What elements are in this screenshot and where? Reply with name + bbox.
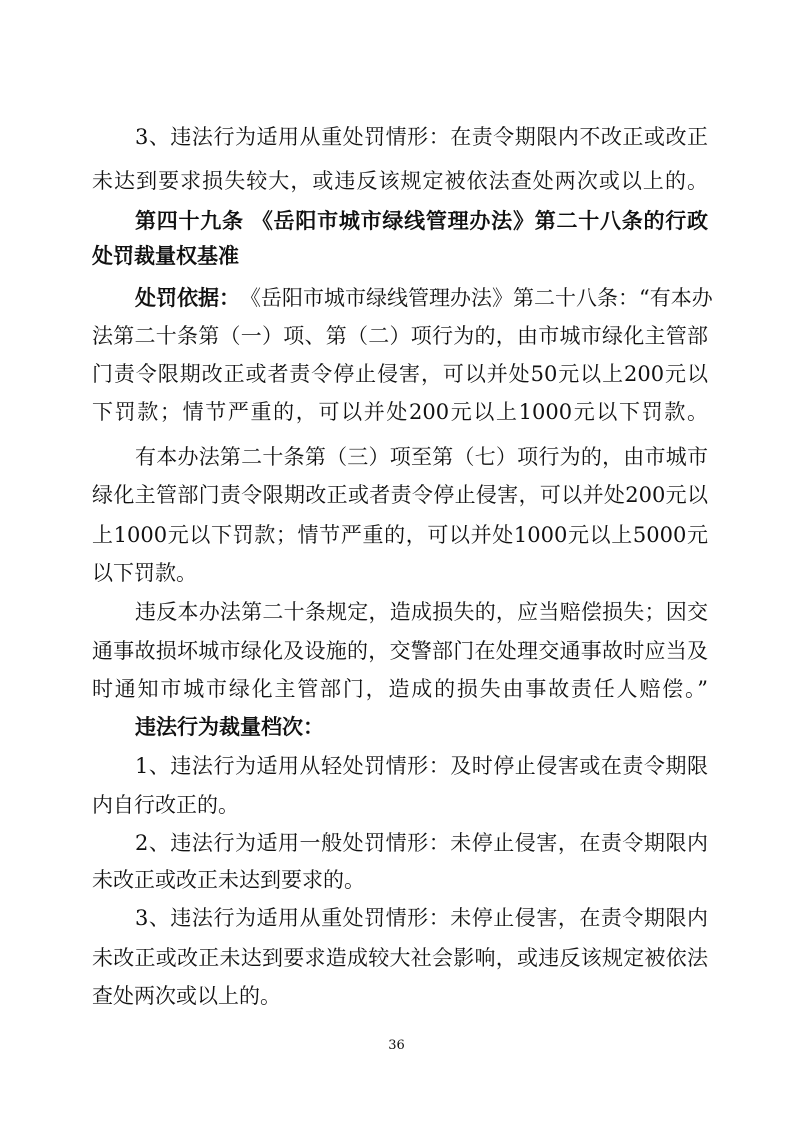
section-heading: 违法行为裁量档次： [135,714,324,739]
penalty-basis-label: 处罚依据： [135,285,240,310]
body-line: 以下罚款。 [92,561,197,585]
body-line: 内自行改正的。 [92,793,239,817]
body-line: 时通知市城市绿化主管部门，造成的损失由事故责任人赔偿。” [92,677,708,701]
body-line: 查处两次或以上的。 [92,984,281,1008]
body-line: 下罚款；情节严重的，可以并处200元以上1000元以下罚款。 [92,400,708,424]
body-line: 未改正或改正未达到要求造成较大社会影响，或违反该规定被依法 [92,946,708,970]
page-number: 36 [388,1038,405,1053]
body-line: 有本办法第二十条第（三）项至第（七）项行为的，由市城市 [135,445,708,469]
body-text: 《岳阳市城市绿线管理办法》第二十八条：“有本办 [240,286,713,310]
body-line: 通事故损坏城市绿化及设施的，交警部门在处理交通事故时应当及 [92,639,708,663]
body-line: 未达到要求损失较大，或违反该规定被依法查处两次或以上的。 [92,169,708,193]
article-heading: 处罚裁量权基准 [92,243,239,268]
body-line: 上1000元以下罚款；情节严重的，可以并处1000元以上5000元 [92,523,709,547]
body-line: 3、违法行为适用从重处罚情形：未停止侵害，在责令期限内 [135,906,708,930]
body-line: 门责令限期改正或者责令停止侵害，可以并处50元以上200元以 [92,362,708,386]
body-line: 绿化主管部门责令限期改正或者责令停止侵害，可以并处200元以 [92,483,708,507]
body-line: 未改正或改正未达到要求的。 [92,868,365,892]
body-line: 1、违法行为适用从轻处罚情形：及时停止侵害或在责令期限 [135,754,708,778]
body-line: 3、违法行为适用从重处罚情形：在责令期限内不改正或改正 [135,125,708,149]
body-line: 2、违法行为适用一般处罚情形：未停止侵害，在责令期限内 [135,831,708,855]
article-heading: 第四十九条 《岳阳市城市绿线管理办法》第二十八条的行政 [135,208,708,233]
body-line: 法第二十条第（一）项、第（二）项行为的，由市城市绿化主管部 [92,324,708,348]
body-line: 违反本办法第二十条规定，造成损失的，应当赔偿损失；因交 [135,600,708,624]
penalty-basis-line [135,284,713,312]
